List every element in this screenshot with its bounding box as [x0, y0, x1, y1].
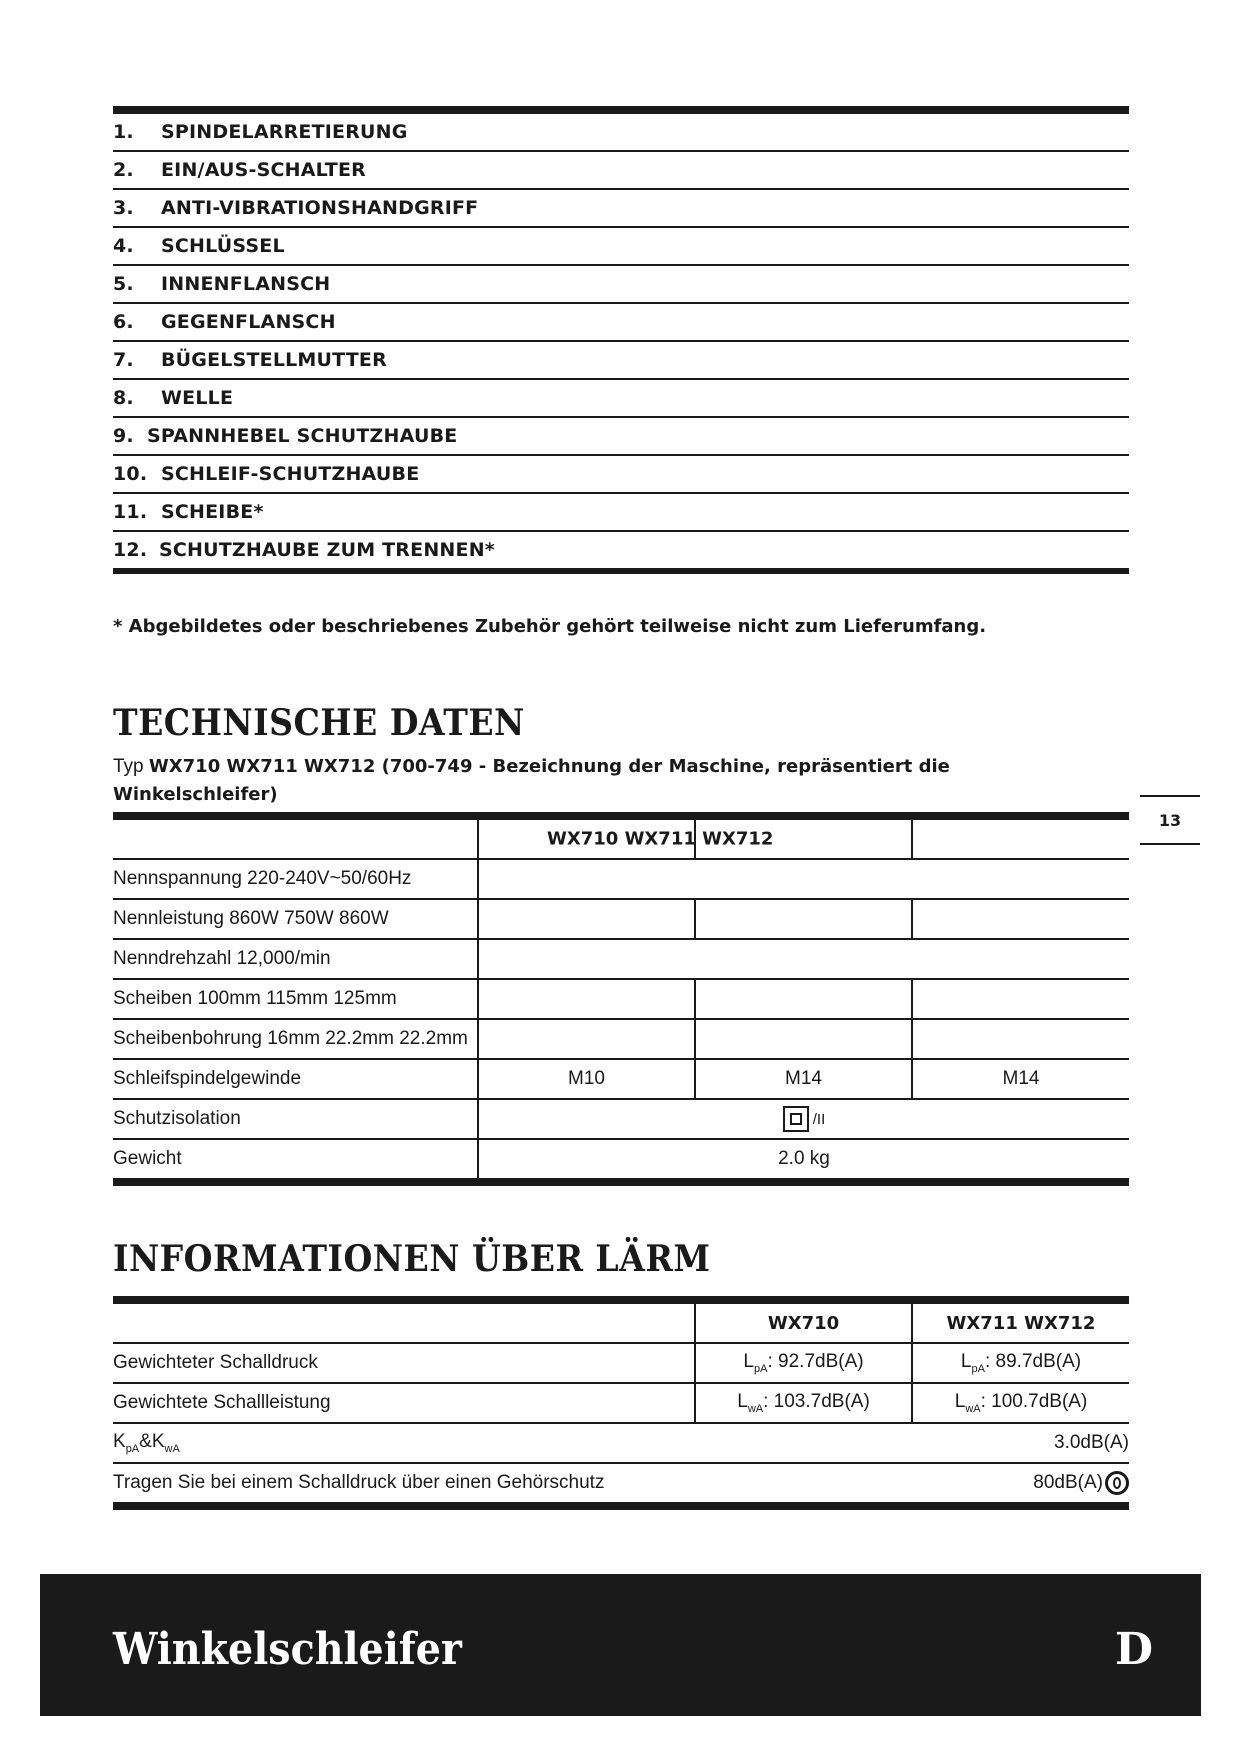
table-cell — [478, 899, 695, 939]
list-item — [113, 418, 1129, 456]
table-cell — [113, 816, 478, 859]
table-cell — [478, 1099, 1129, 1139]
subscript: pA — [971, 1362, 985, 1375]
part-label: SCHEIBE* — [161, 501, 264, 523]
table-row — [113, 859, 1129, 899]
part-label: EIN/AUS-SCHALTER — [161, 159, 366, 181]
pressure-value: : 92.7dB(A) — [767, 1351, 864, 1373]
table-cell: $L_{wA}$: 100.7dB(A) — [912, 1383, 1129, 1423]
section-title-technical-data: TECHNISCHE DATEN — [113, 702, 525, 744]
table-row — [113, 1300, 1129, 1343]
table-cell — [478, 1019, 695, 1059]
insulation-class: /II — [812, 1111, 826, 1129]
table-cell — [912, 899, 1129, 939]
model-header: WX710 WX711 WX712 — [547, 828, 774, 850]
list-item — [113, 152, 1129, 190]
table-row — [113, 1099, 1129, 1139]
part-number: 3. — [113, 197, 134, 219]
column-header: WX710 — [695, 1300, 912, 1343]
divider — [911, 820, 913, 858]
table-row — [113, 816, 1129, 859]
part-number: 7. — [113, 349, 134, 371]
k-value: 3.0dB(A) — [695, 1423, 1129, 1463]
row-label: Nennspannung 220-240V~50/60Hz — [113, 859, 478, 899]
part-label: SCHLÜSSEL — [161, 235, 285, 257]
part-number: 12. — [113, 539, 148, 561]
table-cell — [695, 899, 912, 939]
part-number: 8. — [113, 387, 134, 409]
thread-value: M14 — [695, 1059, 912, 1099]
power-value: : 103.7dB(A) — [763, 1391, 870, 1413]
table-cell: $L_{pA}$: 89.7dB(A) — [912, 1343, 1129, 1383]
part-label: WELLE — [161, 387, 234, 409]
list-item — [113, 190, 1129, 228]
table-cell — [695, 1019, 912, 1059]
column-header: WX711 WX712 — [912, 1300, 1129, 1343]
table-row — [113, 1463, 1129, 1506]
parts-list — [113, 106, 1129, 574]
table-cell — [695, 979, 912, 1019]
part-label: INNENFLANSCH — [161, 273, 331, 295]
table-cell: $L_{pA}$: 92.7dB(A) — [695, 1343, 912, 1383]
section-title-noise: INFORMATIONEN ÜBER LÄRM — [113, 1238, 711, 1280]
double-insulation-icon — [783, 1106, 809, 1132]
hearing-threshold: 80dB(A) — [1033, 1472, 1103, 1494]
subscript: pA — [125, 1442, 140, 1455]
table-row — [113, 1383, 1129, 1423]
divider — [113, 568, 1129, 574]
table-cell — [113, 1019, 478, 1059]
ear-protection-icon — [1105, 1471, 1129, 1495]
list-item — [113, 266, 1129, 304]
type-prefix: Typ — [113, 756, 144, 777]
part-number: 9. — [113, 425, 134, 447]
row-label: Schutzisolation — [113, 1099, 478, 1139]
page-number: 13 — [1140, 795, 1200, 845]
part-label: GEGENFLANSCH — [161, 311, 336, 333]
part-number: 1. — [113, 121, 134, 143]
pressure-value: : 89.7dB(A) — [984, 1351, 1082, 1373]
part-label: SCHUTZHAUBE ZUM TRENNEN* — [159, 539, 495, 561]
footer-title: Winkelschleifer — [113, 1624, 462, 1675]
table-cell — [113, 1300, 695, 1343]
subscript: wA — [747, 1402, 764, 1415]
subscript: wA — [164, 1442, 180, 1455]
list-item — [113, 532, 1129, 570]
table-cell — [478, 979, 695, 1019]
table-cell — [912, 1019, 1129, 1059]
row-label: Nenndrehzahl 12,000/min — [113, 939, 478, 979]
table-row — [113, 1139, 1129, 1182]
table-cell — [478, 939, 1129, 979]
list-item — [113, 228, 1129, 266]
part-number: 11. — [113, 501, 148, 523]
row-label: Gewichtete Schallleistung — [113, 1383, 695, 1423]
header-cell — [478, 816, 1129, 859]
row-label: Gewicht — [113, 1148, 182, 1169]
list-item — [113, 114, 1129, 152]
thread-value: M10 — [478, 1059, 695, 1099]
part-number: 4. — [113, 235, 134, 257]
row-label: Tragen Sie bei einem Schalldruck über einen Gehörschutz — [113, 1472, 605, 1493]
part-label: ANTI-VIBRATIONSHANDGRIFF — [161, 197, 479, 219]
row-label: Schleifspindelgewinde — [113, 1059, 478, 1099]
row-label: Gewichteter Schalldruck — [113, 1343, 695, 1383]
subscript: wA — [965, 1402, 981, 1415]
part-label: SPANNHEBEL SCHUTZHAUBE — [147, 425, 458, 447]
row-label: Scheiben 100mm 115mm 125mm — [113, 979, 478, 1019]
table-cell — [695, 1463, 1129, 1506]
table-row — [113, 1059, 1129, 1099]
row-label: Nennleistung 860W 750W 860W — [113, 899, 478, 939]
technical-data-table — [113, 812, 1129, 1186]
part-number: 10. — [113, 463, 148, 485]
table-row — [113, 899, 1129, 939]
list-item — [113, 342, 1129, 380]
thread-value: M14 — [912, 1059, 1129, 1099]
list-item — [113, 380, 1129, 418]
row-label: Scheibenbohrung 16mm 22.2mm 22.2mm — [113, 1028, 468, 1049]
part-label: BÜGELSTELLMUTTER — [161, 349, 387, 371]
list-item — [113, 494, 1129, 532]
table-row — [113, 1423, 1129, 1463]
part-number: 5. — [113, 273, 134, 295]
table-row — [113, 939, 1129, 979]
table-cell — [912, 979, 1129, 1019]
noise-table — [113, 1296, 1129, 1510]
part-label: SCHLEIF-SCHUTZHAUBE — [161, 463, 420, 485]
table-row — [113, 1343, 1129, 1383]
table-cell — [478, 859, 1129, 899]
list-item — [113, 456, 1129, 494]
row-label: $K_{pA}\&K_{wA}$ — [113, 1423, 695, 1463]
power-value: : 100.7dB(A) — [980, 1391, 1088, 1413]
weight-value: 2.0 kg — [478, 1139, 1129, 1182]
footer-bar — [40, 1574, 1201, 1716]
part-number: 6. — [113, 311, 134, 333]
footnote: * Abgebildetes oder beschriebenes Zubehör gehört teilweise nicht zum Lieferumfang. — [113, 616, 987, 637]
subscript: pA — [754, 1362, 768, 1375]
part-number: 2. — [113, 159, 134, 181]
divider — [113, 106, 1129, 114]
language-code: D — [1114, 1624, 1153, 1675]
table-row — [113, 979, 1129, 1019]
type-description — [113, 753, 1013, 809]
table-cell: $L_{wA}$: 103.7dB(A) — [695, 1383, 912, 1423]
list-item — [113, 304, 1129, 342]
part-label: SPINDELARRETIERUNG — [161, 121, 408, 143]
type-text: WX710 WX711 WX712 (700-749 - Bezeichnung der Maschine, repräsentiert die Winkelschleifer) — [113, 756, 950, 805]
table-row — [113, 1019, 1129, 1059]
